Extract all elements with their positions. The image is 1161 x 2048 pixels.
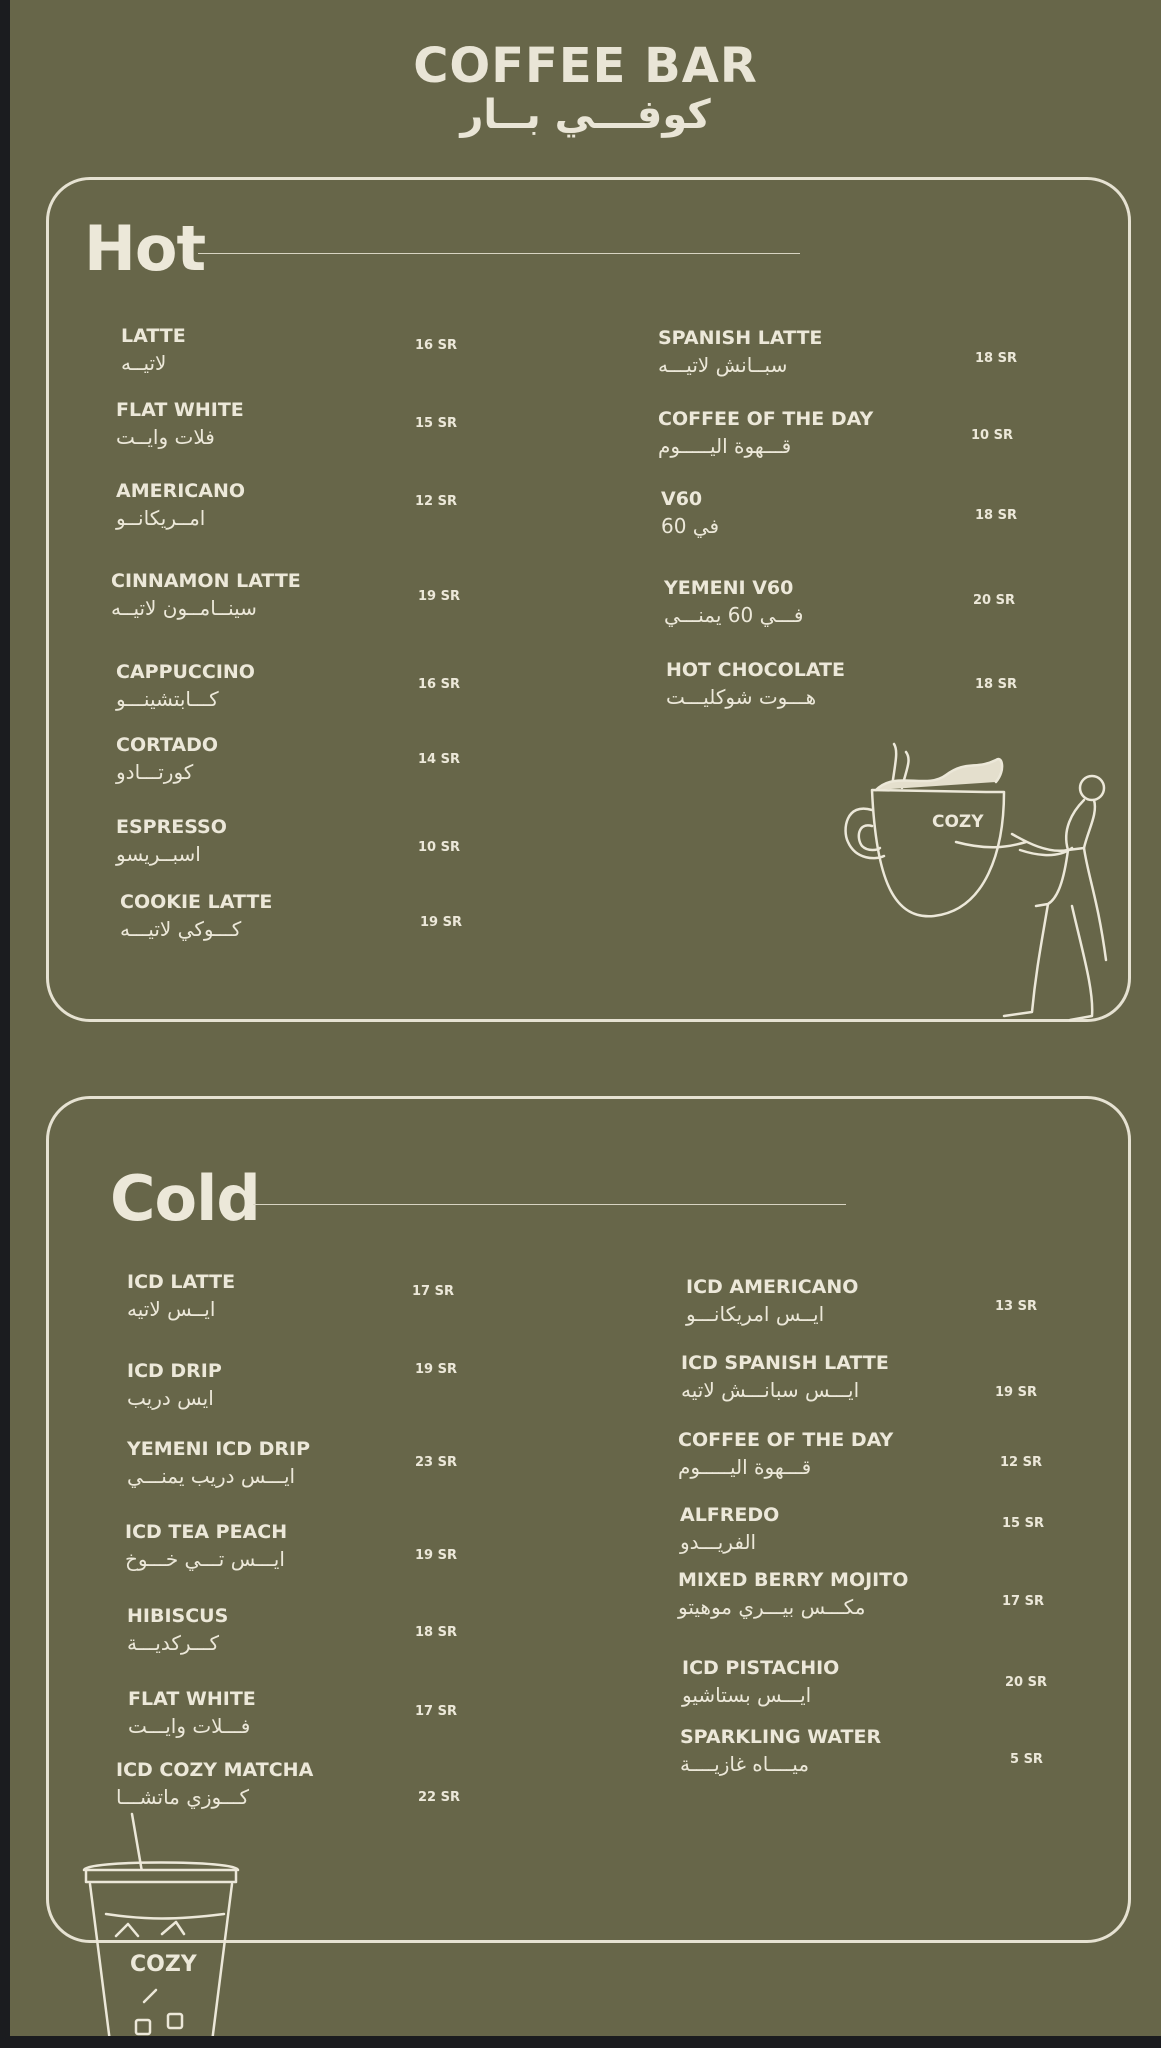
item-price: 10 SR xyxy=(971,428,1013,443)
menu-item xyxy=(661,487,719,540)
menu-item xyxy=(116,1758,313,1811)
menu-item xyxy=(116,660,255,713)
item-name-arabic: ايـــس بستاشيو xyxy=(682,1683,812,1707)
menu-item xyxy=(111,569,301,622)
item-name: ICD PISTACHIO xyxy=(682,1657,840,1679)
item-price: 14 SR xyxy=(418,752,460,767)
item-name: ICD TEA PEACH xyxy=(125,1521,288,1543)
item-name: LATTE xyxy=(121,325,186,347)
menu-item xyxy=(678,1568,908,1621)
item-name-arabic: فـــي 60 يمنـــي xyxy=(664,603,804,627)
item-name: COFFEE OF THE DAY xyxy=(678,1429,894,1451)
menu-item xyxy=(116,479,245,532)
menu-item xyxy=(658,326,822,379)
cold-section-title: Cold xyxy=(110,1162,260,1235)
item-name: YEMENI V60 xyxy=(664,577,794,599)
item-name-arabic: كـــابتشينـــو xyxy=(116,687,219,711)
menu-item xyxy=(681,1351,889,1404)
item-price: 19 SR xyxy=(418,589,460,604)
hot-section-title: Hot xyxy=(84,212,206,285)
item-price: 17 SR xyxy=(412,1284,454,1299)
item-price: 20 SR xyxy=(973,593,1015,608)
item-name-arabic: قـــهوة اليـــــوم xyxy=(678,1455,812,1479)
hot-illustration-label: COZY xyxy=(932,812,984,832)
item-name-arabic: كـــركديـــة xyxy=(127,1631,220,1655)
item-name: ICD LATTE xyxy=(127,1271,236,1293)
item-price: 19 SR xyxy=(420,915,462,930)
menu-item xyxy=(682,1656,839,1709)
item-name: COFFEE OF THE DAY xyxy=(658,408,874,430)
menu-item xyxy=(680,1725,881,1778)
item-price: 23 SR xyxy=(415,1455,457,1470)
item-name: FLAT WHITE xyxy=(116,399,244,421)
item-name: COOKIE LATTE xyxy=(120,891,273,913)
menu-item xyxy=(127,1604,228,1657)
item-name-arabic: في 60 xyxy=(661,514,720,538)
menu-item xyxy=(127,1270,235,1323)
item-price: 5 SR xyxy=(1010,1752,1043,1767)
menu-item xyxy=(120,890,272,943)
item-price: 18 SR xyxy=(975,351,1017,366)
menu-item xyxy=(125,1520,287,1573)
item-name-arabic: كورتـــادو xyxy=(116,760,194,784)
item-price: 16 SR xyxy=(415,338,457,353)
item-name-arabic: ميــــاه غازيــــة xyxy=(680,1752,810,1776)
item-name-arabic: اسبــريسو xyxy=(116,842,201,866)
item-name: V60 xyxy=(661,488,703,510)
item-name-arabic: ايس دريب xyxy=(127,1386,214,1410)
item-price: 15 SR xyxy=(1002,1516,1044,1531)
menu-title-arabic: كوفـــي بــار xyxy=(460,92,711,138)
item-name: AMERICANO xyxy=(116,480,245,502)
cold-title-rule xyxy=(253,1204,846,1205)
item-name-arabic: سينــامــون لاتيــه xyxy=(111,596,257,620)
item-name-arabic: كـــوكي لاتيـــه xyxy=(120,917,242,941)
item-price: 12 SR xyxy=(415,494,457,509)
item-name-arabic: سبــانش لاتيـــه xyxy=(658,353,788,377)
item-price: 12 SR xyxy=(1000,1455,1042,1470)
iced-cup-illustration-icon xyxy=(76,1810,246,2048)
menu-item xyxy=(116,815,227,868)
menu-item xyxy=(128,1687,256,1740)
item-name: SPANISH LATTE xyxy=(658,327,823,349)
item-name: ICD COZY MATCHA xyxy=(116,1759,314,1781)
item-price: 18 SR xyxy=(975,677,1017,692)
menu-item xyxy=(658,407,873,460)
menu-item xyxy=(686,1275,858,1328)
item-name-arabic: مكـــس بيـــري موهيتو xyxy=(678,1595,866,1619)
item-name: ICD SPANISH LATTE xyxy=(681,1352,889,1374)
menu-item xyxy=(666,658,845,711)
menu-title: COFFEE BAR xyxy=(413,38,758,94)
item-name: CAPPUCCINO xyxy=(116,661,255,683)
item-name: CINNAMON LATTE xyxy=(111,570,301,592)
menu-item xyxy=(664,576,803,629)
menu-item xyxy=(680,1503,779,1556)
item-name: FLAT WHITE xyxy=(128,1688,256,1710)
item-price: 19 SR xyxy=(995,1385,1037,1400)
item-name: MIXED BERRY MOJITO xyxy=(678,1569,909,1591)
item-price: 15 SR xyxy=(415,416,457,431)
item-name-arabic: لاتيــه xyxy=(121,351,167,375)
item-price: 17 SR xyxy=(415,1704,457,1719)
item-price: 22 SR xyxy=(418,1790,460,1805)
item-price: 10 SR xyxy=(418,840,460,855)
item-price: 19 SR xyxy=(415,1362,457,1377)
item-name-arabic: ايــس امريكانـــو xyxy=(686,1302,825,1326)
item-price: 16 SR xyxy=(418,677,460,692)
coffee-cup-illustration-icon xyxy=(836,730,1126,1030)
item-name-arabic: ايــس لاتيه xyxy=(127,1297,216,1321)
item-name: HOT CHOCOLATE xyxy=(666,659,845,681)
item-name: YEMENI ICD DRIP xyxy=(127,1438,311,1460)
menu-item xyxy=(116,398,244,451)
item-name-arabic: قـــهوة اليـــــوم xyxy=(658,434,792,458)
menu-item xyxy=(116,733,218,786)
item-price: 17 SR xyxy=(1002,1594,1044,1609)
hot-title-rule xyxy=(198,253,800,254)
item-name: SPARKLING WATER xyxy=(680,1726,882,1748)
item-name-arabic: فلات وايــت xyxy=(116,425,215,449)
menu-item xyxy=(121,324,186,377)
item-name: ESPRESSO xyxy=(116,816,227,838)
item-price: 18 SR xyxy=(975,508,1017,523)
item-name-arabic: ايـــس تـــي خـــوخ xyxy=(125,1547,285,1571)
item-name-arabic: هـــوت شوكليـــت xyxy=(666,685,817,709)
item-name: ICD AMERICANO xyxy=(686,1276,859,1298)
item-name-arabic: ايـــس سبانـــش لاتيه xyxy=(681,1378,860,1402)
item-name: HIBISCUS xyxy=(127,1605,229,1627)
item-price: 19 SR xyxy=(415,1548,457,1563)
item-name-arabic: فـــلات وايـــت xyxy=(128,1714,251,1738)
item-name: ALFREDO xyxy=(680,1504,780,1526)
menu-item xyxy=(127,1437,310,1490)
item-name-arabic: امــريكانــو xyxy=(116,506,206,530)
item-price: 18 SR xyxy=(415,1625,457,1640)
item-name: CORTADO xyxy=(116,734,218,756)
item-price: 20 SR xyxy=(1005,1675,1047,1690)
item-price: 13 SR xyxy=(995,1299,1037,1314)
menu-item xyxy=(127,1359,222,1412)
cold-illustration-label: COZY xyxy=(130,1952,197,1977)
item-name-arabic: ايـــس دريب يمنـــي xyxy=(127,1464,296,1488)
item-name: ICD DRIP xyxy=(127,1360,222,1382)
item-name-arabic: الفريـــدو xyxy=(680,1530,757,1554)
menu-item xyxy=(678,1428,893,1481)
item-name-arabic: كـــوزي ماتشـــا xyxy=(116,1785,249,1809)
